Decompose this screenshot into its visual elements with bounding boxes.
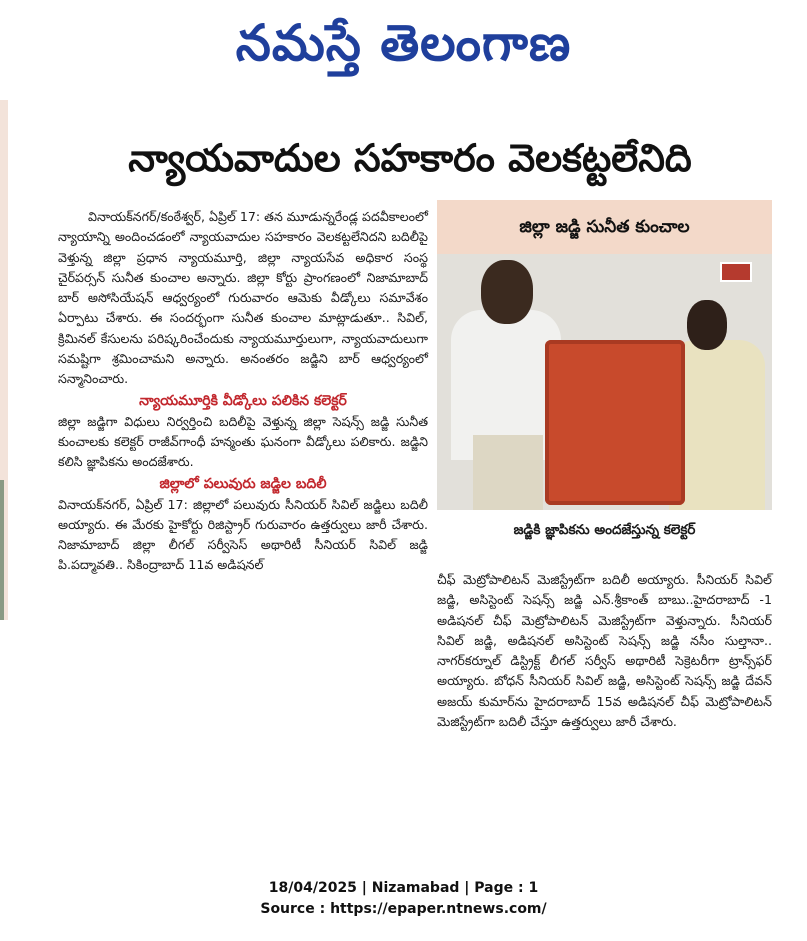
newspaper-masthead: నమస్తే తెలంగాణ	[235, 13, 572, 72]
article-left-column	[58, 207, 428, 576]
article-paragraph-2: జిల్లా జడ్జిగా విధులు నిర్వర్తించి బదిలీపై వెళ్తున్న జిల్లా సెషన్స్ జడ్జి సునీత కుంచాలకు కలెక్టర్ రాజీవ్‌గాంధీ హన్మంతు ఘనంగా వీడ్కోలు పలికారు. జడ్జిని కలిసి జ్ఞాపికను అందజేశారు.	[58, 413, 428, 470]
page-footer	[0, 878, 807, 920]
photo-man-trousers	[473, 435, 543, 510]
photo-woman-head	[687, 300, 727, 350]
article-right-column	[437, 570, 772, 732]
article-paragraph-4: చీఫ్ మెట్రోపాలిటన్ మెజిస్ట్రేట్‌గా బదిలీ అయ్యారు. సీనియర్ సివిల్ జడ్జి, అసిస్టెంట్ సెషన్స్ జడ్జి ఎన్.శ్రీకాంత్ బాబు..హైదరాబాద్ -1 అడిషనల్ చీఫ్ మెట్రోపాలిటన్ మెజిస్ట్రేట్‌గా వెళ్తున్నారు. సీనియర్ సివిల్ జడ్జి, అడిషనల్ అసిస్టెంట్ సెషన్స్ జడ్జి నసీం సుల్తానా.. నాగర్‌కర్నూల్ డిస్ట్రిక్ట్ లీగల్ సర్వీస్ అథారిటీ సెక్రెటరీగా ట్రాన్స్‌ఫర్ అయ్యారు. బోధన్ సీనియర్ సివిల్ జడ్జి, అసిస్టెంట్ సెషన్స్ జడ్జి దేవన్ అజయ్ కుమార్‌ను హైదరాబాద్ 15వ అడిషనల్ చీఫ్ మెట్రోపాలిటన్ మెజిస్ట్రేట్‌గా బదిలీ చేస్తూ ఉత్తర్వులు జారీ చేశారు.	[437, 572, 772, 730]
article-paragraph-1: వినాయక్‌నగర్/కంఠేశ్వర్, ఏప్రిల్ 17: తన మూడున్నరేండ్ల పదవీకాలంలో న్యాయాన్ని అందించడంలో న్యాయవాదుల సహకారం వెలకట్టలేనిదని బదిలీపై వెళ్తున్న జిల్లా ప్రధాన న్యాయమూర్తి, జిల్లా న్యాయసేవ అధికార సంస్థ చైర్‌పర్సన్ సునీత కుంచాల అన్నారు. జిల్లా కోర్టు ప్రాంగణంలో నిజామాబాద్ బార్ అసోసియేషన్ ఆధ్వర్యంలో గురువారం ఆమెకు వీడ్కోలు సమావేశం ఏర్పాటు చేశారు. ఈ సందర్భంగా సునీత కుంచాల మాట్లాడుతూ.. సివిల్, క్రిమినల్ కేసులను పరిష్కరించేందుకు న్యాయమూర్తులుగా, న్యాయవాదులుగా సమష్టిగా శ్రమించామని అన్నారు. అనంతరం జడ్జిని బార్ ఆధ్వర్యంలో సన్మానించారు.	[58, 209, 428, 387]
footer-source-link[interactable]: Source : https://epaper.ntnews.com/	[260, 901, 547, 917]
photo-caption-bottom: జడ్జికి జ్ఞాపికను అందజేస్తున్న కలెక్టర్	[513, 522, 696, 538]
photo-memento-gift	[545, 340, 685, 505]
article-headline: న్యాయవాదుల సహకారం వెలకట్టలేనిది	[128, 136, 692, 180]
photo-man-head	[481, 260, 533, 324]
article-paragraph-3: వినాయక్‌నగర్, ఏప్రిల్ 17: జిల్లాలో పలువురు సీనియర్ సివిల్ జడ్జిలు బదిలీ అయ్యారు. ఈ మేరకు హైకోర్టు రిజిస్ట్రార్ గురువారం ఉత్తర్వులు జారీ చేశారు. నిజామాబాద్ జిల్లా లీగల్ సర్వీసెస్ అథారిటీ సీనియర్ సివిల్ జడ్జి పి.పద్మావతి.. సికింద్రాబాద్ 11వ అడిషనల్	[58, 496, 428, 573]
photo-caption-top: జిల్లా జడ్జి సునీత కుంచాల	[437, 200, 772, 254]
photo-wall-frame	[720, 262, 752, 282]
footer-edition-info: 18/04/2025 | Nizamabad | Page : 1	[268, 880, 539, 896]
news-photo	[437, 200, 772, 510]
article-subhead-transfers: జిల్లాలో పలువురు జడ్జిల బదిలీ	[159, 475, 327, 492]
page-edge-mark	[0, 480, 4, 620]
article-subhead-collector: న్యాయమూర్తికి వీడ్కోలు పలికిన కలెక్టర్	[139, 392, 347, 409]
